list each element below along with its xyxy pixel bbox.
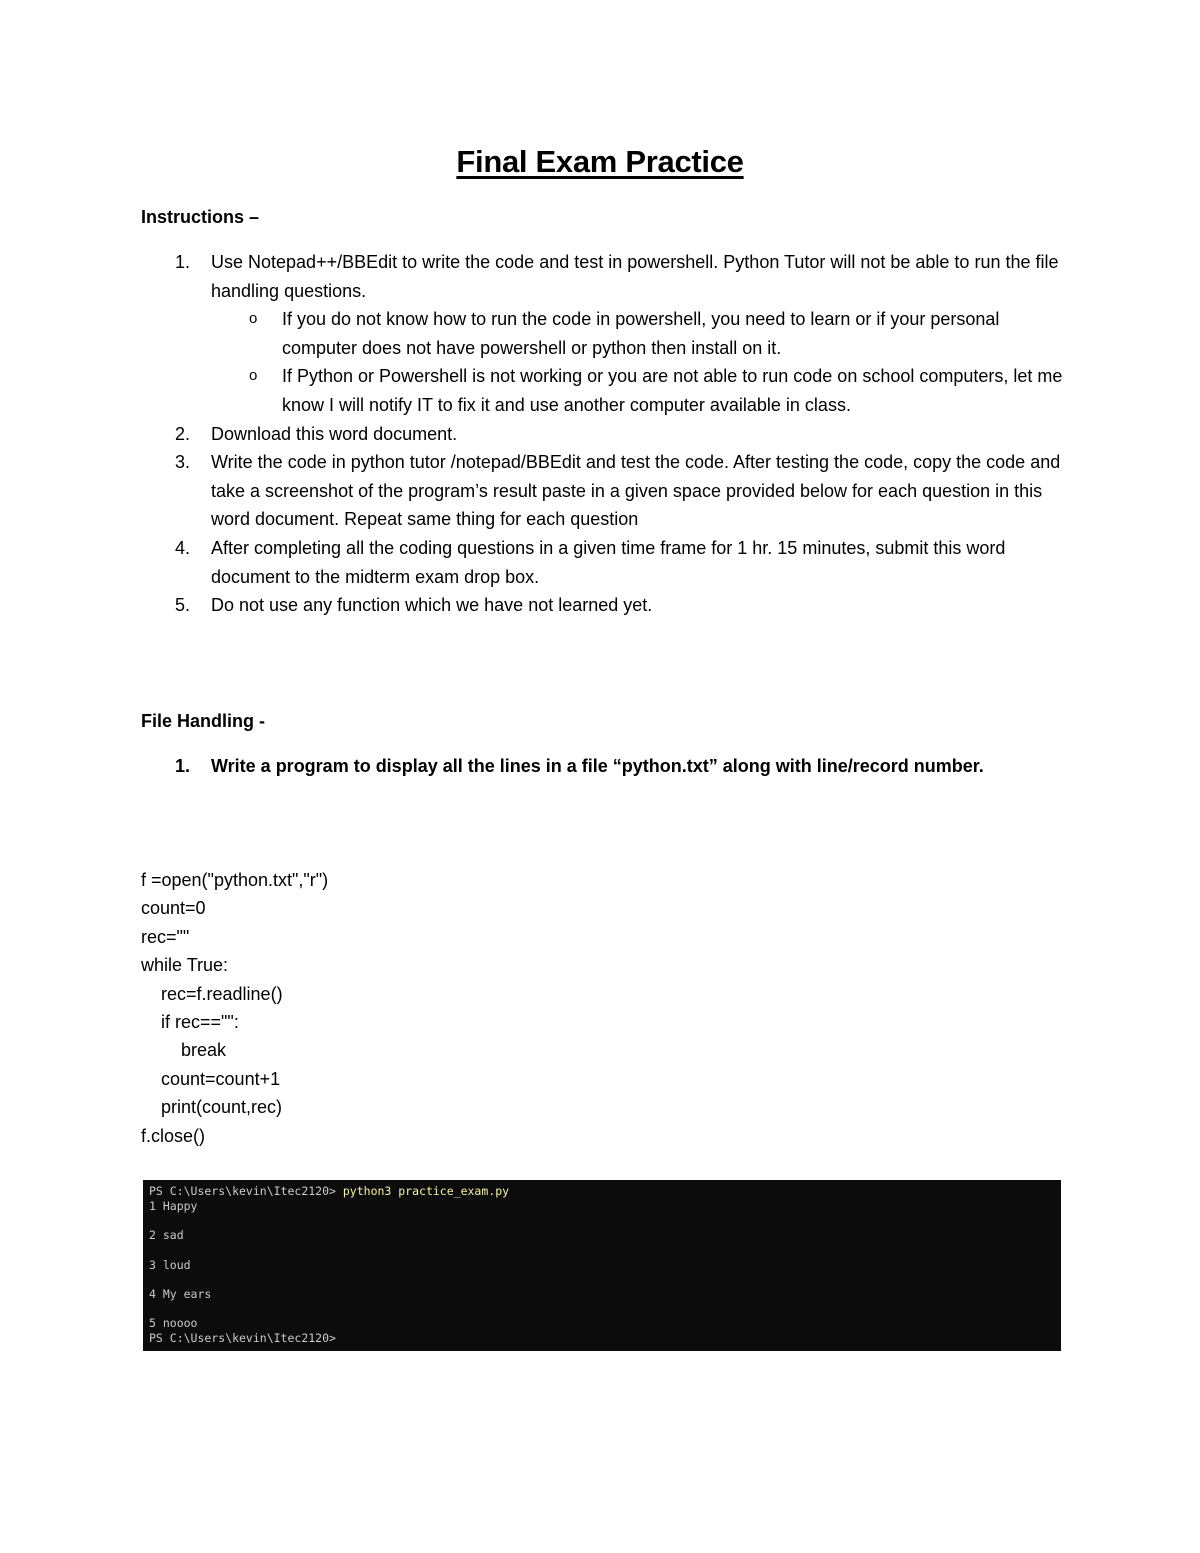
code-line: f.close() [141,1125,206,1146]
terminal-output-line: 1 Happy [149,1198,198,1213]
code-block [141,866,328,1150]
instruction-item [141,591,1071,620]
code-line: count=count+1 [141,1068,281,1089]
terminal-output-line [149,1213,1061,1228]
instruction-text: Download this word document. [211,423,458,444]
code-line: rec="" [141,926,190,947]
bullet-icon: o [249,367,258,385]
terminal-screenshot [143,1180,1061,1351]
instruction-item [141,420,1071,449]
instruction-number: 4. [175,537,191,558]
terminal-command-line [149,1184,1061,1199]
question-number: 1. [175,756,191,776]
code-line: count=0 [141,898,206,919]
code-line: f =open("python.txt","r") [141,870,329,890]
instruction-number: 1. [175,252,191,272]
terminal-output-line: 2 sad [149,1228,184,1243]
question-item [141,752,1071,781]
instruction-item [141,448,1071,534]
bullet-icon: o [249,310,258,328]
terminal-output-line [149,1243,1061,1258]
instruction-text: Use Notepad++/BBEdit to write the code and test in powershell. Python Tutor will not be able to run the file handling questions. [211,252,1059,301]
instruction-text: After completing all the coding questions in a given time frame for 1 hr. 15 minutes, submit this word document to the midterm exam drop box. [211,537,1006,587]
code-line: if rec=="": [141,1012,239,1033]
instruction-item [141,534,1071,591]
terminal-output-line [149,1302,1061,1317]
code-line: rec=f.readline() [141,983,283,1004]
terminal-output-line: 4 My ears [149,1286,212,1301]
instructions-heading: Instructions – [141,207,260,227]
instruction-item [141,248,1071,305]
instruction-number: 3. [175,452,191,473]
terminal-output-line: 3 loud [149,1257,191,1272]
terminal-output-line: 5 noooo [149,1316,198,1331]
instruction-text: Write the code in python tutor /notepad/BBEdit and test the code. After testing the code, copy the code and take a screenshot of the program’s result paste in a given space provided below for each question in this word document. Repeat same thing for each question [211,452,1061,530]
instructions-list [141,248,1071,620]
subitem-text: If you do not know how to run the code in powershell, you need to learn or if your personal computer does not have powershell or python then install on it. [282,309,1000,358]
terminal-command: python3 practice_exam.py [342,1184,510,1198]
instruction-subitem [141,305,1071,362]
code-line: break [141,1040,227,1061]
terminal-final-prompt: PS C:\Users\kevin\Itec2120> [149,1331,336,1346]
code-line: while True: [141,955,229,976]
instruction-subitem [141,362,1071,419]
terminal-output-line [149,1272,1061,1287]
subitem-text: If Python or Powershell is not working or you are not able to run code on school computers, let me know I will notify IT to fix it and use another computer available in class. [282,366,1063,415]
instruction-number: 2. [175,423,191,444]
page-title: Final Exam Practice [456,144,744,179]
code-line: print(count,rec) [141,1097,283,1118]
file-handling-heading: File Handling - [141,711,265,731]
instruction-number: 5. [175,595,191,616]
terminal-prompt: PS C:\Users\kevin\Itec2120> [149,1184,336,1198]
instruction-text: Do not use any function which we have not learned yet. [211,595,653,616]
question-text: Write a program to display all the lines in a file “python.txt” along with line/record number. [211,756,984,776]
question-list [141,752,1071,781]
